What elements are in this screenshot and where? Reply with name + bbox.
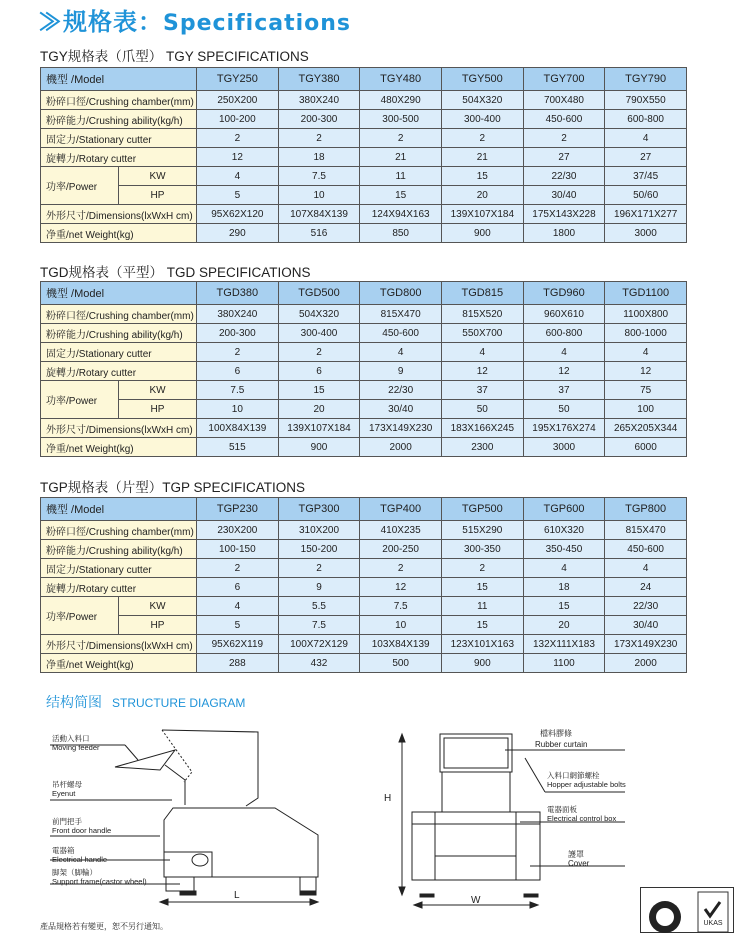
table-cell: 15 [523,597,605,616]
table-cell: TGP500 [441,498,523,521]
table-cell: 515 [197,438,279,457]
table-cell: 6 [278,362,360,381]
table-cell: 300-400 [278,324,360,343]
table-cell: 500 [360,654,442,673]
table-cell: 6000 [605,438,687,457]
table-cell: 265X205X344 [605,419,687,438]
table-cell: 21 [441,148,523,167]
table-heading: TGD规格表（平型） TGD SPECIFICATIONS [40,265,311,280]
table-cell: 288 [197,654,279,673]
table-cell: 2 [441,129,523,148]
table-cell: 4 [605,343,687,362]
table-cell: 516 [278,224,360,243]
table-cell: 外形尺寸/Dimensions(lxWxH cm) [41,419,197,438]
table-cell: 432 [278,654,360,673]
table-row [41,654,687,673]
table-cell: 124X94X163 [360,205,442,224]
table-cell: 21 [360,148,442,167]
table-cell: 27 [605,148,687,167]
table-cell: 450-600 [523,110,605,129]
table-cell: TGD960 [523,282,605,305]
table-cell: 900 [278,438,360,457]
table-cell: TGP600 [523,498,605,521]
table-cell: 350-450 [523,540,605,559]
table-row [41,205,687,224]
table-row [41,419,687,438]
table-cell: 7.5 [278,616,360,635]
table-cell: 18 [523,578,605,597]
table-row [41,597,687,616]
table-cell: 2 [278,343,360,362]
table-cell: 250X200 [197,91,279,110]
table-cell: 30/40 [605,616,687,635]
table-cell: 200-300 [197,324,279,343]
table-cell: 107X84X139 [278,205,360,224]
table-cell: 410X235 [360,521,442,540]
table-cell: TGP300 [278,498,360,521]
table-cell: 10 [360,616,442,635]
table-row [41,167,687,186]
double-chevron-right-icon: ≫ [38,9,63,36]
table-cell: 外形尺寸/Dimensions(lxWxH cm) [41,635,197,654]
table-cell: 30/40 [360,400,442,419]
table-cell: 95X62X119 [197,635,279,654]
table-cell: 機型 /Model [41,282,197,305]
table-cell: 旋轉力/Rotary cutter [41,362,197,381]
table-cell: 5 [197,616,279,635]
table-cell: 1800 [523,224,605,243]
table-cell: TGY480 [360,68,442,91]
table-cell: 600-800 [523,324,605,343]
table-cell: 150-200 [278,540,360,559]
table-header-row [41,68,687,91]
table-cell: 100 [605,400,687,419]
table-cell: 粉碎口徑/Crushing chamber(mm) [41,91,197,110]
table-cell: TGY700 [523,68,605,91]
svg-text:UKAS: UKAS [703,920,723,927]
table-cell: 15 [441,167,523,186]
table-cell: 4 [523,343,605,362]
table-cell: 11 [441,597,523,616]
table-cell: 2 [197,343,279,362]
table-cell: 50 [523,400,605,419]
table-row [41,381,687,400]
table-cell: 790X550 [605,91,687,110]
table-cell: TGP400 [360,498,442,521]
table-cell: 550X700 [441,324,523,343]
dimension-L: L [234,890,240,901]
table-row [41,578,687,597]
table-row [41,635,687,654]
table-cell: 900 [441,654,523,673]
table-cell: 旋轉力/Rotary cutter [41,148,197,167]
table-cell: 22/30 [360,381,442,400]
table-row [41,186,687,205]
page-title: ≫规格表：Specifications [38,9,352,36]
table-cell: 2000 [605,654,687,673]
table-cell: 50 [441,400,523,419]
table-cell: 815X470 [605,521,687,540]
table-cell: 2 [197,129,279,148]
table-cell: 800-1000 [605,324,687,343]
table-cell: 功率/Power [41,167,119,205]
table-cell: 4 [360,343,442,362]
table-cell: TGY250 [197,68,279,91]
table-cell: 12 [360,578,442,597]
table-cell: 粉碎能力/Crushing ability(kg/h) [41,110,197,129]
table-cell: 22/30 [523,167,605,186]
table-cell: 37 [523,381,605,400]
table-cell: 固定力/Stationary cutter [41,559,197,578]
structure-heading: 结构简图 STRUCTURE DIAGRAM [46,694,246,710]
table-cell: 機型 /Model [41,498,197,521]
table-row [41,438,687,457]
table-cell: 37 [441,381,523,400]
table-cell: 5 [197,186,279,205]
table-cell: 12 [523,362,605,381]
table-cell: TGD815 [441,282,523,305]
table-cell: 700X480 [523,91,605,110]
table-row [41,148,687,167]
table-cell: TGY790 [605,68,687,91]
table-row [41,400,687,419]
table-row [41,559,687,578]
table-cell: 7.5 [360,597,442,616]
table-cell: TGD500 [278,282,360,305]
table-cell: 230X200 [197,521,279,540]
table-cell: 2300 [441,438,523,457]
table-cell: HP [119,186,197,205]
table-cell: TGY500 [441,68,523,91]
table-cell: 200-250 [360,540,442,559]
table-cell: 6 [197,578,279,597]
spec-table-2 [40,497,687,673]
table-cell: 4 [441,343,523,362]
table-cell: 300-350 [441,540,523,559]
table-cell: 外形尺寸/Dimensions(lxWxH cm) [41,205,197,224]
table-heading: TGY规格表（爪型） TGY SPECIFICATIONS [40,49,309,64]
table-cell: 9 [360,362,442,381]
table-cell: 15 [441,578,523,597]
table-cell: 12 [441,362,523,381]
table-cell: 18 [278,148,360,167]
table-cell: 24 [605,578,687,597]
table-cell: TGD1100 [605,282,687,305]
table-cell: 2 [197,559,279,578]
table-cell: 15 [360,186,442,205]
table-row [41,540,687,559]
table-cell: 11 [360,167,442,186]
table-cell: 123X101X163 [441,635,523,654]
table-header-row [41,282,687,305]
table-cell: 100-150 [197,540,279,559]
table-cell: 173X149X230 [360,419,442,438]
table-cell: 12 [605,362,687,381]
table-cell: 5.5 [278,597,360,616]
spec-table-1 [40,281,687,457]
table-cell: 粉碎口徑/Crushing chamber(mm) [41,521,197,540]
table-cell: 9 [278,578,360,597]
table-cell: 10 [278,186,360,205]
table-cell: 净重/net Weight(kg) [41,224,197,243]
table-cell: 30/40 [523,186,605,205]
table-cell: 净重/net Weight(kg) [41,438,197,457]
table-cell: 450-600 [605,540,687,559]
table-cell: 504X320 [278,305,360,324]
table-cell: 粉碎口徑/Crushing chamber(mm) [41,305,197,324]
table-row [41,224,687,243]
table-cell: 132X111X183 [523,635,605,654]
table-cell: TGD800 [360,282,442,305]
table-cell: 37/45 [605,167,687,186]
table-cell: 净重/net Weight(kg) [41,654,197,673]
table-cell: 6 [197,362,279,381]
table-cell: 4 [197,167,279,186]
table-cell: 20 [278,400,360,419]
table-cell: 7.5 [278,167,360,186]
table-cell: 103X84X139 [360,635,442,654]
table-cell: 4 [197,597,279,616]
table-cell: 10 [197,400,279,419]
table-cell: 22/30 [605,597,687,616]
table-cell: 815X470 [360,305,442,324]
table-cell: 173X149X230 [605,635,687,654]
table-cell: 3000 [605,224,687,243]
spec-table-0 [40,67,687,243]
table-cell: 515X290 [441,521,523,540]
table-cell: 2 [441,559,523,578]
table-cell: 機型 /Model [41,68,197,91]
table-row [41,305,687,324]
table-header-row [41,498,687,521]
table-row [41,616,687,635]
table-cell: 15 [441,616,523,635]
table-cell: 1100 [523,654,605,673]
table-cell: 310X200 [278,521,360,540]
table-cell: 12 [197,148,279,167]
table-cell: 功率/Power [41,381,119,419]
table-cell: 300-400 [441,110,523,129]
table-cell: 610X320 [523,521,605,540]
table-cell: 功率/Power [41,597,119,635]
table-cell: 900 [441,224,523,243]
table-heading: TGP规格表（片型）TGP SPECIFICATIONS [40,480,306,495]
table-cell: 2 [360,129,442,148]
table-cell: KW [119,167,197,186]
certification-logos [640,887,734,933]
table-cell: 固定力/Stationary cutter [41,129,197,148]
table-cell: 195X176X274 [523,419,605,438]
table-cell: 粉碎能力/Crushing ability(kg/h) [41,540,197,559]
table-cell: 850 [360,224,442,243]
table-cell: 290 [197,224,279,243]
table-cell: 4 [523,559,605,578]
table-cell: 480X290 [360,91,442,110]
table-row [41,343,687,362]
table-cell: HP [119,400,197,419]
table-row [41,129,687,148]
table-cell: 815X520 [441,305,523,324]
table-cell: TGY380 [278,68,360,91]
table-cell: KW [119,597,197,616]
table-cell: 175X143X228 [523,205,605,224]
table-cell: TGD380 [197,282,279,305]
table-cell: 1100X800 [605,305,687,324]
table-cell: 2000 [360,438,442,457]
table-row [41,110,687,129]
table-cell: 960X610 [523,305,605,324]
table-cell: 600-800 [605,110,687,129]
table-cell: HP [119,616,197,635]
table-cell: 2 [523,129,605,148]
table-cell: KW [119,381,197,400]
table-cell: TGP800 [605,498,687,521]
table-cell: TGP230 [197,498,279,521]
footnote: 產品規格若有變更，恕不另行通知。 [40,922,168,931]
table-cell: 300-500 [360,110,442,129]
table-cell: 95X62X120 [197,205,279,224]
table-row [41,521,687,540]
table-cell: 固定力/Stationary cutter [41,343,197,362]
table-cell: 450-600 [360,324,442,343]
table-cell: 2 [278,129,360,148]
table-cell: 139X107X184 [278,419,360,438]
table-cell: 15 [278,381,360,400]
table-cell: 100X84X139 [197,419,279,438]
table-cell: 旋轉力/Rotary cutter [41,578,197,597]
table-cell: 3000 [523,438,605,457]
table-cell: 75 [605,381,687,400]
table-cell: 7.5 [197,381,279,400]
table-cell: 2 [360,559,442,578]
table-row [41,324,687,343]
table-cell: 183X166X245 [441,419,523,438]
table-cell: 4 [605,129,687,148]
dimension-W: W [471,895,481,906]
table-cell: 100-200 [197,110,279,129]
table-cell: 200-300 [278,110,360,129]
table-cell: 380X240 [197,305,279,324]
table-cell: 196X171X277 [605,205,687,224]
table-cell: 139X107X184 [441,205,523,224]
table-cell: 20 [523,616,605,635]
table-row [41,91,687,110]
table-cell: 100X72X129 [278,635,360,654]
table-cell: 50/60 [605,186,687,205]
table-cell: 粉碎能力/Crushing ability(kg/h) [41,324,197,343]
table-cell: 4 [605,559,687,578]
table-cell: 2 [278,559,360,578]
table-row [41,362,687,381]
table-cell: 27 [523,148,605,167]
table-cell: 380X240 [278,91,360,110]
table-cell: 504X320 [441,91,523,110]
table-cell: 20 [441,186,523,205]
dimension-H: H [384,793,392,804]
